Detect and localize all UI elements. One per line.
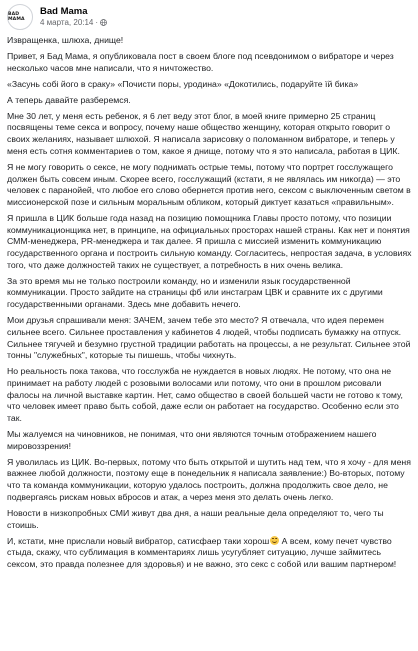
post-timestamp[interactable]: 4 марта, 20:14 (40, 18, 94, 27)
post-paragraph: Мои друзья спрашивали меня: ЗАЧЕМ, зачем тебе это место? Я отвечала, что идея перемен сильнее всего. Сильнее проставления у кабинетов 4 людей, чтобы подписать бумажку на отпуск. Сильнее тягучей и безумно грустной традиции работать на процессы, а не результат. Сильнее этой тонны "служебных", которые ты пишешь, чтобы чихнуть. (7, 315, 411, 361)
post-paragraph: Я пришла в ЦИК больше года назад на позицию помощника Главы просто потому, что позиции коммуникационщика нет, в принципе, на официальных просторах нашей страны. Как нет и понятия СММ-менеджера, PR-менеджера и так далее. Я пришла с миссией изменить коммуникацию государственного органа и построить сильную команду. Согласитесь, непростая задача, в условиях того, что даже должностей таких не существует, а потребность в них очень велика. (7, 212, 412, 270)
post-body (7, 35, 412, 571)
avatar[interactable] (7, 4, 33, 30)
last-paragraph-text-before: И, кстати, мне прислали новый вибратор, сатисфаер таки хорош (7, 535, 270, 546)
post-meta (40, 6, 107, 28)
post-paragraph: «Засунь собі його в сраку» «Почисти поры, уродина» «Докотились, подаруйте їй бика» (7, 78, 359, 89)
post-paragraph: Но реальность пока такова, что госслужба не нуждается в новых людях. Не потому, что она не принимает на работу людей с розовыми волосами или потому, что они в прошлом рисовали фалосы на личной выставке картин. Нет, само общество в своей большей части не готово к тому, что человек имеет право быть собой, даже если он работает на государство. Особенно если это так. (7, 366, 403, 424)
post-time-row (40, 17, 107, 28)
smiling-face-emoji-icon (270, 536, 279, 545)
last-paragraph-text-after: А всем, кому печет чувство стыда, скажу, что сублимация в комментариях лишь усугубляет ситуацию, лучше займитесь сексом, это правда полезнее для здоровья) и не важно, это секс с собой или вашим партнером! (7, 535, 397, 569)
post-paragraph: Извращенка, шлюха, днище! (7, 35, 124, 45)
globe-icon[interactable] (100, 19, 107, 26)
separator: · (95, 18, 99, 27)
avatar-logo-text: BAD MAMA (8, 12, 25, 22)
post-paragraph: Привет, я Бад Мама, я опубликовала пост в своем блоге под псевдонимом о вибраторе и через несколько часов мне написали, что я ничтожество. (7, 51, 394, 73)
post-paragraph: Я не могу говорить о сексе, не могу поднимать острые темы, потому что портрет госслужащего должен быть совсем иным. Скорее всего, госслужащий (кстати, я не являлась им никогда) — это человек с паранойей, что любое его слово обернется против него, сексом с выключенным светом в миссионерской позе и сильным моральным обликом, который диктует казаться «правильным». (7, 161, 411, 207)
post-paragraph: Мне 30 лет, у меня есть ребенок, я 6 лет веду этот блог, в моей книге примерно 25 страниц посвящены теме секса и вопросу, почему наше общество женщину, которая открыто говорит о своих желаниях, называет шлюхой. Я написала зарисовку о поломанном вибраторе, и теперь у меня есть сотня комментариев о том, какое я днище, потому что я это написала, работая в ЦИК. (7, 110, 400, 156)
post-paragraph: За это время мы не только построили команду, но и изменили язык государственной коммуникации. Просто зайдите на страницы фб или инстаграм ЦВК и сравните их с другими государственными органами. Здесь мне добавить нечего. (7, 275, 383, 310)
post-paragraph-last (7, 536, 412, 571)
author-name[interactable]: Bad Mama (40, 6, 88, 17)
post-paragraph: Мы жалуемся на чиновников, не понимая, что они являются точным отображением нашего мировоззрения! (7, 429, 377, 451)
post-paragraph: Новости в низкопробных СМИ живут два дня, а наши реальные дела определяют то, чего ты стоишь. (7, 507, 384, 530)
post-header (7, 4, 412, 30)
post-paragraph: Я уволилась из ЦИК. Во-первых, потому что быть открытой и шутить над тем, что я хочу - для меня важнее любой должности, поэтому еще в понедельник я написала заявление:) Во-вторых, потому что та команда коммуникации, которую удалось построить, должна продолжить свое дело, не подвергаясь рискам новых вбросов и атак, а через меня это делать очень легко. (7, 456, 411, 502)
post-paragraph: А теперь давайте разберемся. (7, 94, 131, 105)
